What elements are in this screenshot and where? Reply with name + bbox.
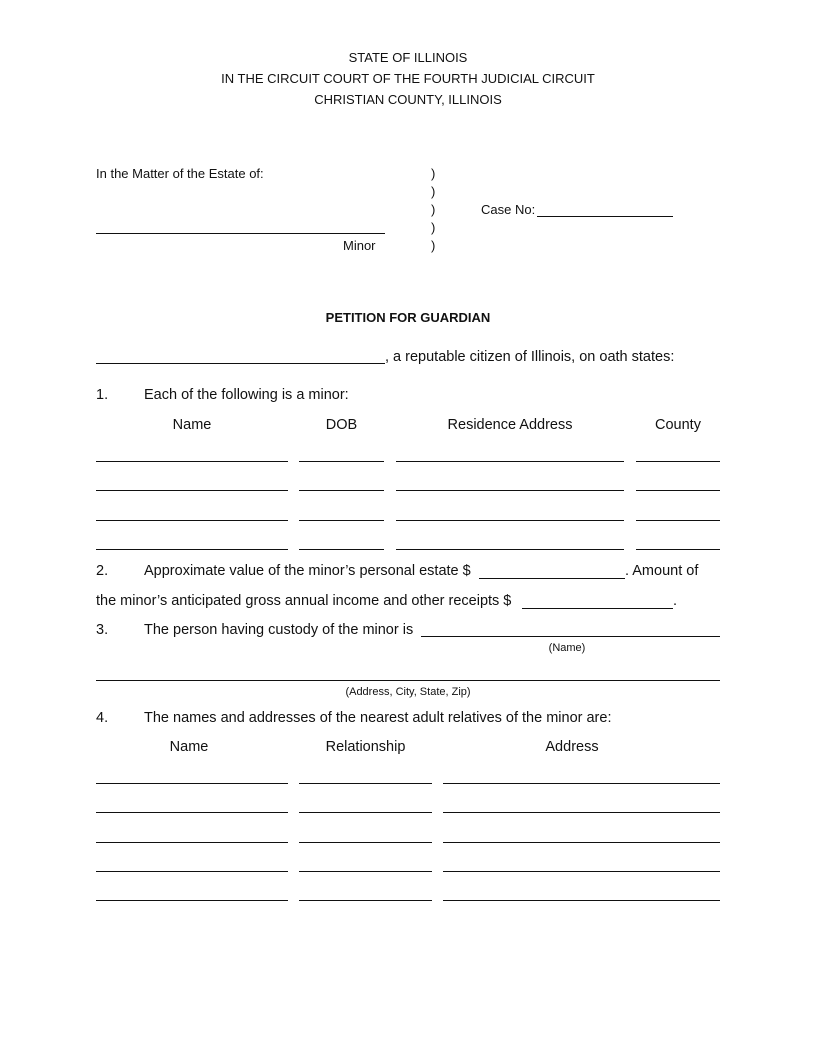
minor-row-county-line[interactable] — [636, 490, 720, 491]
minor-row-name-line[interactable] — [96, 549, 288, 550]
relatives-table-header-name: Name — [169, 739, 209, 755]
minor-row-county-line[interactable] — [636, 461, 720, 462]
relative-row-name-line[interactable] — [96, 812, 288, 813]
relatives-table-header-address: Address — [545, 739, 599, 755]
minor-row-address-line[interactable] — [396, 461, 624, 462]
annual-income-line[interactable] — [522, 608, 673, 609]
minor-row-address-line[interactable] — [396, 490, 624, 491]
relative-row-relationship-line[interactable] — [299, 871, 432, 872]
custodian-address-caption: (Address, City, State, Zip) — [345, 686, 471, 698]
document-title: PETITION FOR GUARDIAN — [325, 310, 491, 325]
minor-row-dob-line[interactable] — [299, 520, 384, 521]
minor-label: Minor — [343, 238, 376, 253]
caption-paren: ) — [431, 238, 436, 253]
custodian-address-line[interactable] — [96, 680, 720, 681]
section-4-text: The names and addresses of the nearest adult relatives of the minor are: — [144, 710, 612, 726]
section-2-number: 2. — [96, 563, 109, 579]
minor-row-dob-line[interactable] — [299, 549, 384, 550]
relative-row-address-line[interactable] — [443, 783, 720, 784]
case-number-line[interactable] — [537, 216, 673, 217]
relative-row-name-line[interactable] — [96, 842, 288, 843]
caption-paren: ) — [431, 184, 436, 199]
minor-row-name-line[interactable] — [96, 490, 288, 491]
custodian-name-caption: (Name) — [548, 642, 586, 654]
minor-name-line[interactable] — [96, 233, 385, 234]
section-1-text: Each of the following is a minor: — [144, 387, 349, 403]
relative-row-relationship-line[interactable] — [299, 900, 432, 901]
section-1-number: 1. — [96, 387, 109, 403]
relatives-table-header-relationship: Relationship — [325, 739, 406, 755]
relative-row-address-line[interactable] — [443, 812, 720, 813]
estate-value-line[interactable] — [479, 578, 625, 579]
section-3-number: 3. — [96, 622, 109, 638]
relative-row-relationship-line[interactable] — [299, 842, 432, 843]
minor-row-address-line[interactable] — [396, 520, 624, 521]
relative-row-name-line[interactable] — [96, 871, 288, 872]
court-county-heading: CHRISTIAN COUNTY, ILLINOIS — [314, 92, 502, 107]
minor-table-header-county: County — [655, 417, 701, 433]
relative-row-address-line[interactable] — [443, 842, 720, 843]
relative-row-address-line[interactable] — [443, 900, 720, 901]
court-state-heading: STATE OF ILLINOIS — [348, 50, 468, 65]
minor-row-name-line[interactable] — [96, 461, 288, 462]
section-2-amount-text: . Amount of — [625, 563, 699, 579]
minor-row-dob-line[interactable] — [299, 461, 384, 462]
minor-table-header-dob: DOB — [325, 417, 358, 433]
minor-row-county-line[interactable] — [636, 549, 720, 550]
section-2-period: . — [673, 593, 678, 609]
petitioner-name-line[interactable] — [96, 363, 385, 364]
intro-text: , a reputable citizen of Illinois, on oath states: — [385, 349, 675, 365]
minor-row-dob-line[interactable] — [299, 490, 384, 491]
court-circuit-heading: IN THE CIRCUIT COURT OF THE FOURTH JUDICIAL CIRCUIT — [221, 71, 595, 86]
custodian-name-line[interactable] — [421, 636, 720, 637]
section-4-number: 4. — [96, 710, 109, 726]
minor-row-name-line[interactable] — [96, 520, 288, 521]
relative-row-relationship-line[interactable] — [299, 812, 432, 813]
section-2-estate-text: Approximate value of the minor’s personal estate $ — [144, 563, 471, 579]
caption-paren: ) — [431, 166, 436, 181]
relative-row-name-line[interactable] — [96, 900, 288, 901]
section-3-text: The person having custody of the minor is — [144, 622, 414, 638]
caption-paren: ) — [431, 220, 436, 235]
minor-row-county-line[interactable] — [636, 520, 720, 521]
case-number-label: Case No: — [481, 202, 536, 217]
caption-paren: ) — [431, 202, 436, 217]
estate-matter-label: In the Matter of the Estate of: — [96, 166, 264, 181]
minor-table-header-address: Residence Address — [447, 417, 573, 433]
relative-row-name-line[interactable] — [96, 783, 288, 784]
relative-row-address-line[interactable] — [443, 871, 720, 872]
minor-row-address-line[interactable] — [396, 549, 624, 550]
minor-table-header-name: Name — [172, 417, 212, 433]
relative-row-relationship-line[interactable] — [299, 783, 432, 784]
section-2-income-text: the minor’s anticipated gross annual income and other receipts $ — [96, 593, 512, 609]
